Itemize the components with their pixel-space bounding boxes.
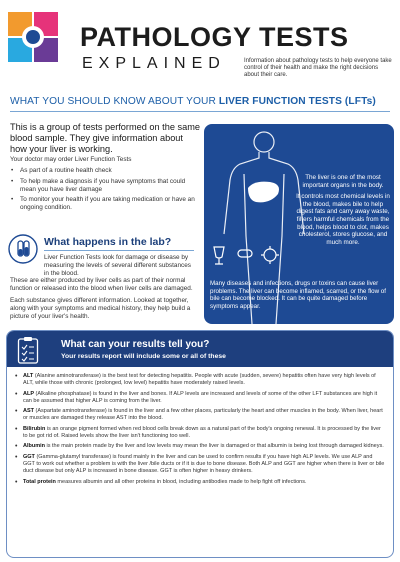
- page-subtitle: EXPLAINED: [82, 55, 226, 72]
- section-heading-prefix: WHAT YOU SHOULD KNOW ABOUT YOUR: [10, 96, 219, 107]
- list-item: [13, 426, 385, 440]
- divider: [10, 111, 390, 112]
- test-name: Bilirubin: [23, 425, 46, 432]
- list-item: • To help make a diagnosis if you have symptoms that could mean you have liver damage: [10, 178, 200, 194]
- test-name: Albumin: [23, 443, 45, 450]
- liver-problems-text: Many diseases and infections, drugs or toxins can cause liver problems. The liver can become inflamed, scarred, or the flow of bile can become blocked. It can be quite damaged before symptoms appear.: [210, 280, 386, 310]
- pills-icon: [238, 250, 252, 257]
- liver-description: [296, 174, 390, 250]
- order-label: Your doctor may order Liver Function Tests: [10, 156, 132, 163]
- test-description: (Aspartate aminotransferase) is found in the liver and a few other places, particularly the heart and other muscles in the body. When liver, heart or muscles are damaged they release AST into the blood.: [23, 408, 383, 422]
- page-title: PATHOLOGY TESTS: [80, 22, 349, 52]
- test-description: is the main protein made by the liver and low levels may mean the liver is damaged or that albumin is being lost through damaged kidneys.: [45, 443, 384, 450]
- test-tube-icon: [8, 234, 38, 264]
- clipboard-icon: [17, 336, 39, 364]
- test-description: is an orange pigment formed when red blood cells break down as a natural part of the body's ongoing renewal. It is processed by the liver to be got rid of. Raised levels show the liver isn't functioning too well.: [23, 425, 381, 439]
- tagline: Information about pathology tests to help everyone take control of their health and make the right decisions about their care.: [244, 58, 392, 79]
- test-name: ALP: [23, 390, 34, 397]
- list-item: [13, 408, 385, 422]
- header: [0, 0, 400, 82]
- test-name: ALT: [23, 373, 34, 379]
- liver-fact: The liver is one of the most important organs in the body.: [302, 174, 384, 189]
- divider: [44, 250, 194, 251]
- test-name: Total protein: [23, 478, 56, 485]
- order-reasons-list: [10, 167, 200, 215]
- list-item: [13, 443, 385, 450]
- results-panel: [6, 330, 394, 558]
- test-description: (Alanine aminotransferase) is the best test for detecting hepatitis. People with acute (sudden, severe) hepatitis often have very high levels of ALT, while those with chronic (prolonged, low level) hepatitis have moderately raised levels.: [23, 373, 376, 386]
- intro-lead: This is a group of tests performed on the same blood sample. They give information about how your liver is working.: [10, 122, 200, 154]
- section-heading: [10, 96, 395, 107]
- liver-info-card: [204, 124, 394, 324]
- liver-risks-icons: [208, 244, 308, 266]
- lab-paragraph: These are either produced by liver cells as part of their normal function or released into the blood when liver cells are damaged.: [10, 277, 193, 292]
- results-subtitle: Your results report will include some or all of these: [61, 353, 226, 360]
- glass-icon: [214, 247, 224, 264]
- logo-icon: [6, 10, 62, 72]
- test-description: measures albumin and all other proteins in blood, including antibodies made to help fight off infections.: [55, 478, 307, 485]
- test-list: [13, 373, 385, 489]
- virus-icon: [264, 249, 276, 261]
- results-header: [7, 331, 394, 367]
- list-item: [13, 373, 385, 387]
- list-item: [13, 391, 385, 405]
- test-description: (Gamma-glutamyl transferase) is found mainly in the liver and can be used to confirm results if you have high ALP levels. We use ALP and GGT to work out whether a problem is with the liver /bile ducts or if it is due to bone disease. Both ALP and GGT are higher when there is liver or bile duct disease but only ALP is increased in bone disease. GGT is often higher in heavy drinkers.: [23, 453, 385, 474]
- test-name: GGT: [23, 453, 35, 460]
- list-item: [13, 479, 385, 486]
- list-item: • As part of a routine health check: [10, 167, 200, 175]
- lab-paragraph: Liver Function Tests look for damage or disease by measuring the levels of several different substances in the blood.: [44, 254, 191, 277]
- section-heading-bold: LIVER FUNCTION TESTS (LFTs): [218, 96, 376, 107]
- lab-paragraph: Each substance gives different information. Looked at together, along with your symptoms and medical history, they help build a picture of your liver's health.: [10, 297, 191, 320]
- lab-heading: What happens in the lab?: [44, 236, 172, 248]
- results-title: What can your results tell you?: [61, 339, 210, 350]
- liver-fact: It controls most chemical levels in the blood, makes bile to help digest fats and carry away waste, filters harmful chemicals from the blood, helps blood to clot, makes cholesterol, stores glucose, and much more.: [296, 193, 390, 246]
- list-item: [13, 454, 385, 475]
- list-item: • To monitor your health if you are taking medication or have an ongoing condition.: [10, 196, 200, 212]
- test-description: (Alkaline phosphatase) is found in the liver and bones. If ALP levels are increased and levels of some of the other LFT substances are high it can be assumed that higher ALP is coming from the liver.: [23, 390, 378, 404]
- test-name: AST: [23, 408, 34, 415]
